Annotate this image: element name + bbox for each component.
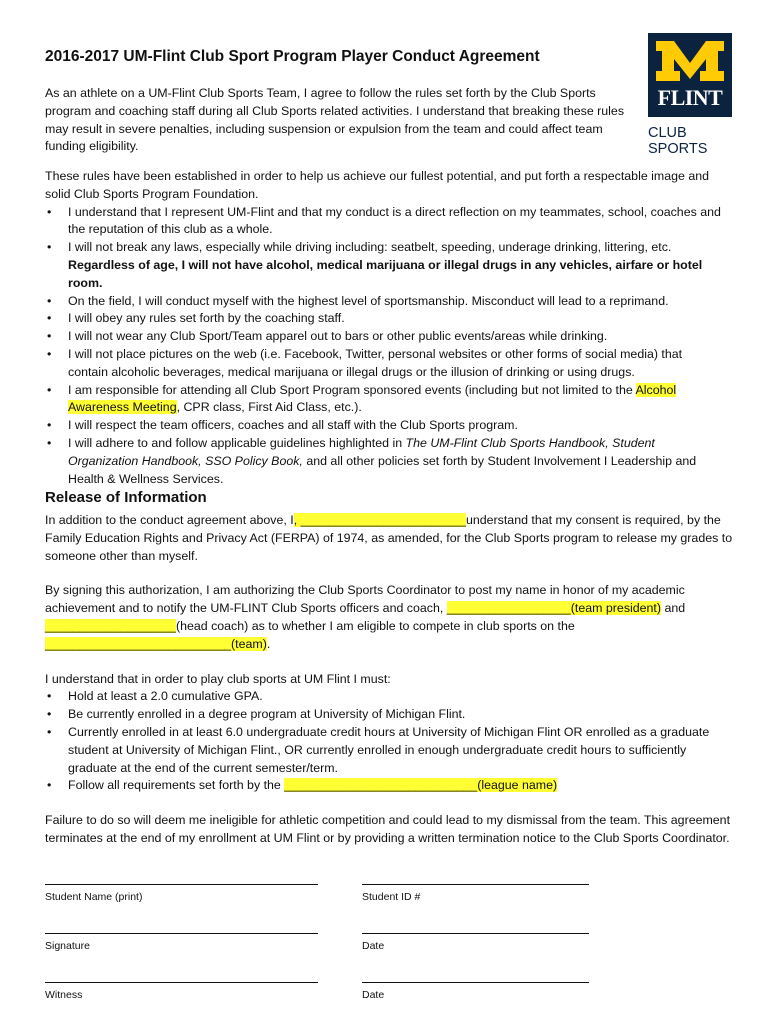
team-blank-field[interactable]: ___________________________(team) bbox=[45, 636, 267, 651]
name-blank-field[interactable]: , ________________________ bbox=[293, 513, 466, 527]
rules-intro: These rules have been established in order to help us achieve our fullest potential, and put forth a respectable image and solid Club Sports Program Foundation. bbox=[45, 169, 710, 201]
release-heading: Release of Information bbox=[45, 489, 207, 506]
head-coach-blank-field[interactable]: ___________________ bbox=[45, 618, 176, 633]
requirement-item: • Hold at least a 2.0 cumulative GPA. bbox=[45, 688, 737, 706]
rule-item: • I will not break any laws, especially while driving including: seatbelt, speeding, underage drinking, littering, etc. Regardless of age, I will not have alcohol, medical marijuana or illegal drugs in any vehicles, airfare or hotel room. bbox=[45, 239, 725, 292]
rule-item: • I understand that I represent UM-Flint and that my conduct is a direct reflection on my teammates, school, coaches and the reputation of this club as a whole. bbox=[45, 204, 725, 240]
rule-item: • I am responsible for attending all Club Sport Program sponsored events (including but not limited to the Alcohol Awareness Meeting, CPR class, First Aid Class, etc.). bbox=[45, 382, 725, 418]
rule-item: • I will adhere to and follow applicable guidelines highlighted in The UM-Flint Club Sports Handbook, Student Organization Handbook, SSO Policy Book, and all other policies set forth by Student Involvement I Leadership and Health & Wellness Services. bbox=[45, 435, 725, 488]
student-id-signature-line[interactable]: Student ID # bbox=[362, 884, 589, 903]
rule-item: • I will not place pictures on the web (i.e. Facebook, Twitter, personal websites or other forms of social media) that contain alcoholic beverages, medical marijuana or illegal drugs or the illusion of drinking or using drugs. bbox=[45, 346, 725, 382]
logo-flint-text: FLINT bbox=[657, 85, 723, 110]
requirement-item: • Follow all requirements set forth by the ____________________________(league name) bbox=[45, 777, 737, 795]
rule-item: • On the field, I will conduct myself with the highest level of sportsmanship. Misconduct will lead to a reprimand. bbox=[45, 293, 725, 311]
league-name-blank-field[interactable]: ____________________________(league name) bbox=[284, 778, 558, 793]
rule-item: • I will obey any rules set forth by the coaching staff. bbox=[45, 310, 725, 328]
requirement-item: • Be currently enrolled in a degree program at University of Michigan Flint. bbox=[45, 706, 737, 724]
page-title: 2016-2017 UM-Flint Club Sport Program Player Conduct Agreement bbox=[45, 48, 540, 65]
requirement-item: • Currently enrolled in at least 6.0 undergraduate credit hours at University of Michigan Flint OR enrolled as a graduate student at University of Michigan Flint., OR currently enrolled in enough undergraduate credit hours to sufficiently graduate at the end of the current semester/term. bbox=[45, 724, 737, 777]
logo-block-m bbox=[648, 33, 732, 117]
date-line[interactable]: Date bbox=[362, 933, 589, 952]
um-flint-club-sports-logo bbox=[648, 33, 734, 157]
rules-list bbox=[45, 204, 725, 489]
team-president-blank-field[interactable]: __________________(team president) bbox=[446, 601, 662, 616]
alcohol-awareness-highlight: Alcohol Awareness Meeting bbox=[68, 382, 677, 415]
logo-club-sports-text: CLUB SPORTS bbox=[648, 125, 708, 157]
requirements-intro: I understand that in order to play club sports at UM Flint I must: bbox=[45, 671, 391, 686]
ferpa-paragraph: In addition to the conduct agreement above, I, ________________________understand that my consent is required, by the Family Education Rights and Privacy Act (FERPA) of 1974, as amended, for the Club Sports program to release my grades to someone other than myself. bbox=[45, 513, 733, 563]
release-section bbox=[45, 512, 737, 848]
rule-item: • I will not wear any Club Sport/Team apparel out to bars or other public events/areas while drinking. bbox=[45, 328, 725, 346]
witness-date-line[interactable]: Date bbox=[362, 982, 589, 1001]
signature-line[interactable]: Signature bbox=[45, 933, 318, 952]
rule-item: • I will respect the team officers, coaches and all staff with the Club Sports program. bbox=[45, 417, 725, 435]
block-m-icon bbox=[654, 39, 726, 83]
intro-paragraph: As an athlete on a UM-Flint Club Sports Team, I agree to follow the rules set forth by the Club Sports program and coaching staff during all Club Sports related activities. I understand that breaking these rules may result in severe penalties, including suspension or expulsion from the team and could affect team funding eligibility. bbox=[45, 86, 625, 154]
student-name-signature-line[interactable]: Student Name (print) bbox=[45, 884, 318, 903]
rules-section bbox=[45, 168, 725, 488]
authorization-paragraph: By signing this authorization, I am authorizing the Club Sports Coordinator to post my name in honor of my academic achievement and to notify the UM-FLINT Club Sports officers and coach, __________________(team president) and ___________________(head coach) as to whether I am eligible to compete in club sports on the ___________________________(team). bbox=[45, 583, 686, 651]
requirements-list bbox=[45, 688, 737, 795]
witness-signature-line[interactable]: Witness bbox=[45, 982, 318, 1001]
closing-paragraph: Failure to do so will deem me ineligible for athletic competition and could lead to my dismissal from the team. This agreement terminates at the end of my enrollment at UM Flint or by providing a written termination notice to the Club Sports Coordinator. bbox=[45, 813, 731, 845]
